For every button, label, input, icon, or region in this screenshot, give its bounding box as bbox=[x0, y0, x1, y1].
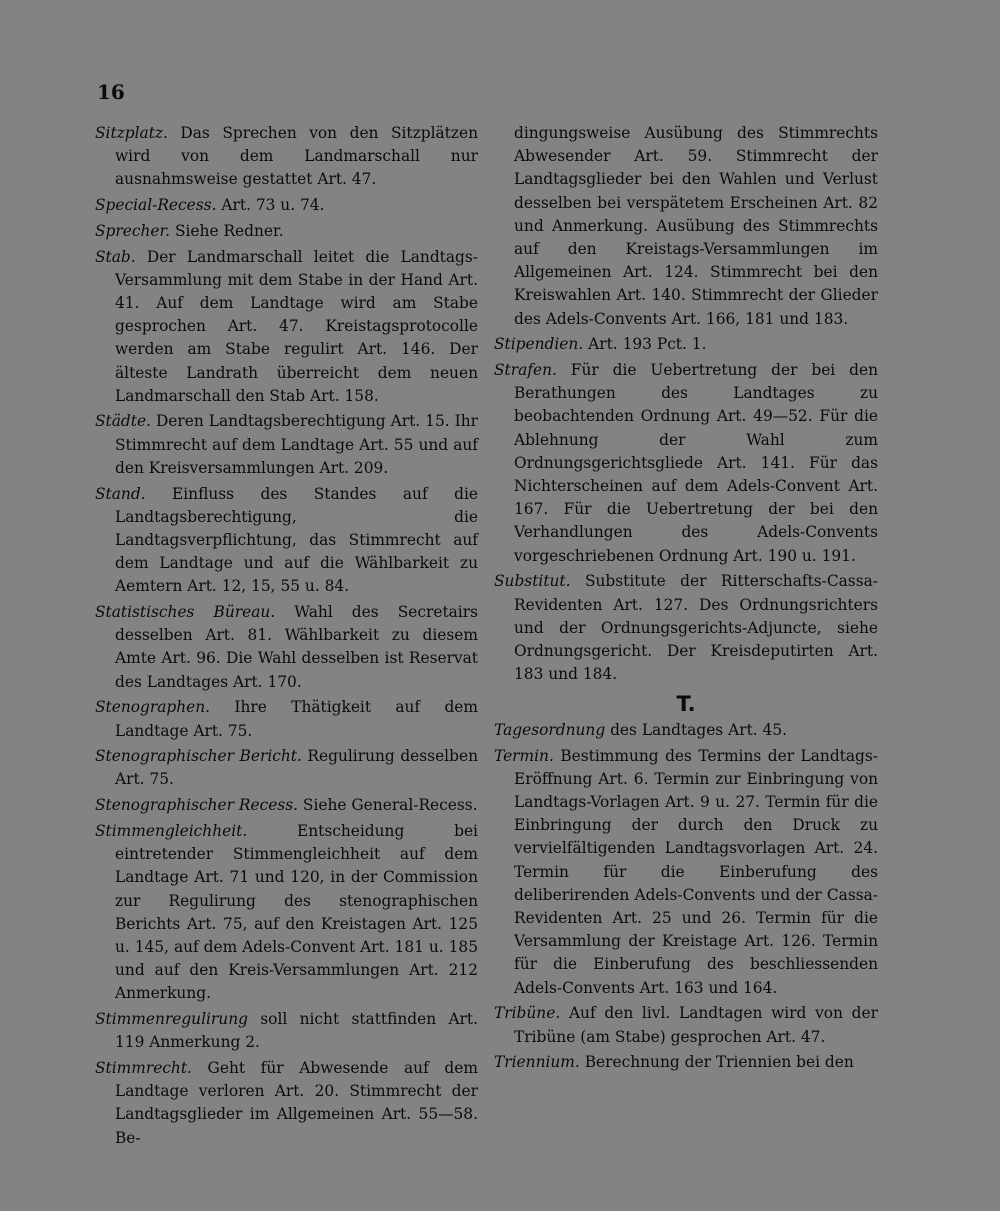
entry-term: Sprecher. bbox=[95, 221, 171, 240]
entry-term: Stipendien. bbox=[494, 335, 584, 354]
entry-term: Stimmengleichheit. bbox=[95, 821, 248, 840]
index-entry bbox=[95, 696, 478, 742]
index-entry bbox=[95, 745, 478, 791]
entry-text: des Landtages Art. 45. bbox=[610, 720, 788, 739]
entry-text: Auf den livl. Landtagen wird von der Tribüne (am Stabe) gesprochen Art. 47. bbox=[514, 1004, 878, 1046]
entry-term: Statistisches Büreau. bbox=[95, 603, 276, 622]
index-entry bbox=[494, 1002, 878, 1048]
entry-text: Regulirung desselben Art. 75. bbox=[115, 747, 478, 789]
index-entry bbox=[95, 483, 478, 599]
index-entry bbox=[95, 601, 478, 694]
entry-text: Das Sprechen von den Sitzplätzen wird von dem Landmarschall nur ausnahmsweise gestattet Art. 47. bbox=[115, 124, 478, 189]
index-entry bbox=[494, 1051, 878, 1074]
entry-text: Berechnung der Triennien bei den bbox=[584, 1053, 854, 1072]
entry-text: Deren Landtagsberechtigung Art. 15. Ihr Stimmrecht auf dem Landtage Art. 55 und auf den Kreisversammlungen Art. 209. bbox=[115, 412, 478, 477]
index-entry bbox=[95, 410, 478, 480]
entry-term: Stenographen. bbox=[95, 698, 211, 717]
entry-term: Sitzplatz. bbox=[95, 124, 168, 142]
entry-term: Termin. bbox=[494, 746, 554, 765]
entry-term: Tagesordnung bbox=[494, 720, 606, 739]
index-entry bbox=[95, 220, 478, 243]
entry-text: Wahl des Secretairs desselben Art. 81. Wählbarkeit zu diesem Amte Art. 96. Die Wahl desselben ist Reservat des Landtages Art. 170. bbox=[115, 603, 478, 691]
entry-text: Geht für Abwesende auf dem Landtage verloren Art. 20. Stimmrecht der Landtagsglieder im Allgemeinen Art. 55—58. Be- bbox=[115, 1058, 478, 1147]
index-entry bbox=[494, 570, 878, 686]
page-number: 16 bbox=[97, 80, 125, 104]
entry-text: Siehe Redner. bbox=[174, 221, 284, 240]
entry-term: Stimmrecht. bbox=[95, 1058, 192, 1077]
index-entry bbox=[95, 122, 478, 192]
index-entries-s bbox=[494, 333, 878, 686]
entry-text: Der Landmarschall leitet die Landtags-Versammlung mit dem Stabe in der Hand Art. 41. Auf dem Landtage wird am Stabe gesprochen Art. 47. Kreistagsprotocolle werden am Stabe regulirt Art. 146. Der älteste Landrath überreicht dem neuen Landmarschall den Stab Art. 158. bbox=[115, 247, 478, 405]
entry-term: Stenographischer Recess. bbox=[95, 796, 298, 815]
entry-text: soll nicht stattfinden Art. 119 Anmerkung 2. bbox=[115, 1010, 478, 1052]
entry-text: Art. 193 Pct. 1. bbox=[588, 335, 707, 354]
index-entry bbox=[494, 359, 878, 568]
index-entry bbox=[95, 246, 478, 408]
right-column bbox=[494, 122, 878, 1077]
entry-term: Tribüne. bbox=[494, 1004, 561, 1023]
entry-term: Städte. bbox=[95, 412, 151, 431]
entry-text: Art. 73 u. 74. bbox=[221, 196, 325, 215]
entry-text: Siehe General-Recess. bbox=[302, 796, 478, 815]
section-letter-t: T. bbox=[676, 691, 696, 716]
entry-term: Stimmenregulirung bbox=[95, 1010, 248, 1029]
index-entries-t bbox=[494, 719, 878, 1075]
index-entry bbox=[95, 820, 478, 1006]
index-entry bbox=[494, 745, 878, 1000]
entry-text: Entscheidung bei eintretender Stimmengleichheit auf dem Landtage Art. 71 und 120, in der Commission zur Regulirung des stenographischen Berichts Art. 75, auf den Kreistagen Art. 125 u. 145, auf dem Adels-Convent Art. 181 u. 185 und auf den Kreis-Versammlungen Art. 212 Anmerkung. bbox=[115, 821, 478, 1003]
index-entry bbox=[95, 194, 478, 217]
entry-text: Für die Uebertretung der bei den Berathungen des Landtages zu beobachtenden Ordnung Art. 49—52. Für die Ablehnung der Wahl zum Ordnungsgerichtsgliede Art. 141. Für das Nichterscheinen auf dem Adels-Convent Art. 167. Für die Uebertretung der bei den Verhandlungen des Adels-Convents vorgeschriebenen Ordnung Art. 190 u. 191. bbox=[514, 361, 878, 565]
entry-text: Einfluss des Standes auf die Landtagsberechtigung, die Landtagsverpflichtung, das Stimmrecht auf dem Landtage und auf die Wählbarkeit zu Aemtern Art. 12, 15, 55 u. 84. bbox=[115, 484, 478, 596]
index-entry bbox=[95, 794, 478, 817]
entry-text: Substitute der Ritterschafts-Cassa-Revidenten Art. 127. Des Ordnungsrichters und der Ordnungsgerichts-Adjuncte, siehe Ordnungsgericht. Der Kreisdeputirten Art. 183 und 184. bbox=[514, 572, 878, 684]
entry-term: Triennium. bbox=[494, 1053, 580, 1072]
entry-term: Substitut. bbox=[494, 572, 571, 591]
entry-term: Stenographischer Bericht. bbox=[95, 747, 302, 766]
index-entry bbox=[95, 1008, 478, 1054]
entry-term: Stab. bbox=[95, 247, 136, 266]
index-entry bbox=[95, 1057, 478, 1150]
entry-term: Special-Recess. bbox=[95, 196, 217, 215]
entry-text: Bestimmung des Termins der Landtags-Eröffnung Art. 6. Termin zur Einbringung von Landtags-Vorlagen Art. 9 u. 27. Termin für die Einbringung der durch den Druck zu vervielfältigenden Landtagsvorlagen Art. 24. Termin für die Einberufung des deliberirenden Adels-Convents und der Cassa-Revidenten Art. 25 und 26. Termin für die Versammlung der Kreistage Art. 126. Termin für die Einberufung des beschliessenden Adels-Convents Art. 163 und 164. bbox=[514, 746, 878, 997]
left-column bbox=[95, 122, 478, 1152]
index-entry bbox=[494, 333, 878, 356]
continued-entry-text: dingungsweise Ausübung des Stimmrechts Abwesender Art. 59. Stimmrecht der Landtagsglieder bei den Wahlen und Verlust desselben bei verspätetem Erscheinen Art. 82 und Anmerkung. Ausübung des Stimmrechts auf den Kreistags-Versammlungen im Allgemeinen Art. 124. Stimmrecht bei den Kreiswahlen Art. 140. Stimmrecht der Glieder des Adels-Convents Art. 166, 181 und 183. bbox=[514, 124, 878, 328]
entry-text: Ihre Thätigkeit auf dem Landtage Art. 75. bbox=[115, 698, 478, 740]
entry-term: Strafen. bbox=[494, 361, 557, 380]
entry-term: Stand. bbox=[95, 484, 146, 503]
index-entry bbox=[494, 719, 878, 742]
